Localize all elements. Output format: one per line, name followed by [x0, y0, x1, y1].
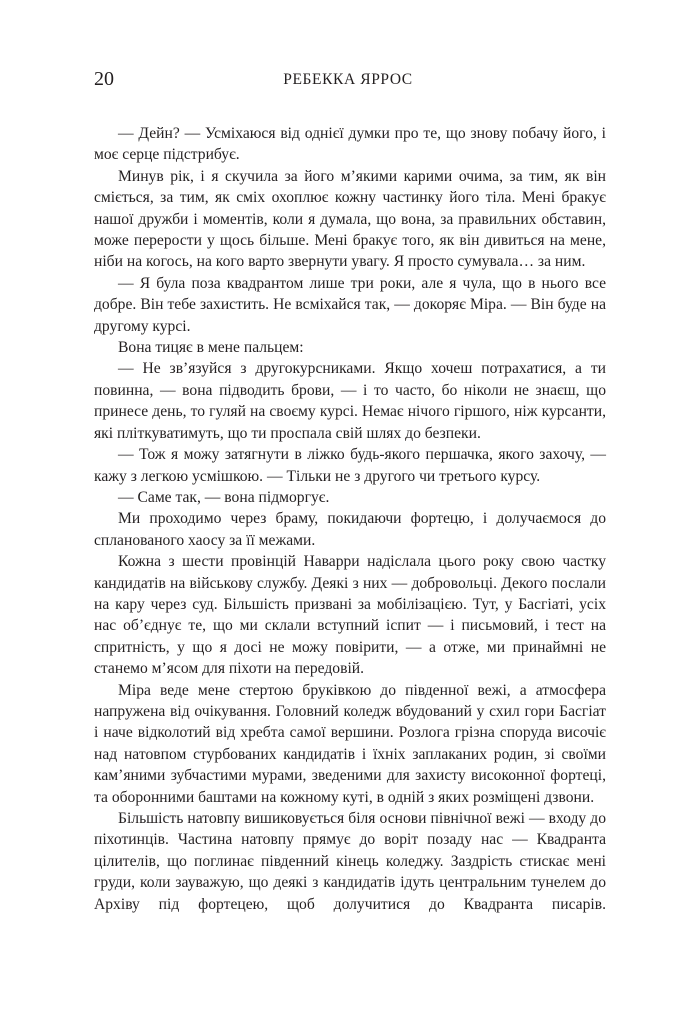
paragraph: Кожна з шести провінцій Наварри надіслала цього року свою частку кандидатів на військову службу. Деякі з них — добровольці. Декого послали на кару через суд. Більшість призвані за мобілізацією. Тут, у Басгіаті, усіх нас об’єднує те, що ми склали вступний іспит — і письмовий, і тест на спритність, у що я досі не можу повірити, — а отже, ми принаймні не станемо м’ясом для піхоти на передовій. — [94, 553, 606, 678]
body-text — [94, 123, 606, 915]
paragraph: — Тож я можу затягнути в ліжко будь-якого першачка, якого захочу, — кажу з легкою усмішкою. — Тільки не з другого чи третього курсу. — [94, 446, 606, 485]
paragraph: — Я була поза квадрантом лише три роки, але я чула, що в нього все добре. Він тебе захистить. Не всміхайся так, — докоряє Міра. — Він буде на другому курсі. — [94, 274, 606, 335]
paragraph: — Дейн? — Усміхаюся від однієї думки про те, що знову побачу його, і моє серце підстрибує. — [94, 125, 606, 164]
paragraph: Вона тицяє в мене пальцем: — [118, 339, 304, 357]
paragraph: Більшість натовпу вишиковується біля основи північної вежі — входу до піхотинців. Частина натовпу прямує до воріт позаду нас — Квадранта цілителів, що поглинає південний кінець коледжу. Заздрість стискає мені груди, коли зауважую, що деякі з кандидатів ідуть центральним тунелем до Архіву під фортецею, щоб долучитися до Квадранта писарів. — [94, 810, 606, 913]
paragraph: — Саме так, — вона підморгує. — [118, 488, 330, 506]
paragraph: — Не зв’язуйся з другокурсниками. Якщо хочеш потрахатися, а ти повинна, — вона підводить брови, — і то часто, бо ніколи не знаєш, що принесе день, то гуляй на своєму курсі. Немає нічого гіршого, ніж курсанти, які пліткуватимуть, що ти проспала свій шлях до безпеки. — [94, 360, 606, 442]
running-header: РЕБЕККА ЯРРОС — [283, 71, 413, 88]
paragraph: Минув рік, і я скучила за його м’якими карими очима, за тим, як він сміється, за тим, як сміх охоплює кожну частинку його тіла. Мені бракує нашої дружби і моментів, коли я думала, що вона, за правильних обставин, може перерости у щось більше. Мені бракує того, як він дивиться на мене, ніби на когось, на кого варто звернути увагу. Я просто сумувала… за ним. — [94, 167, 606, 271]
paragraph: Ми проходимо через браму, покидаючи фортецю, і долучаємося до спланованого хаосу за її межами. — [94, 510, 606, 549]
page-number: 20 — [94, 68, 114, 90]
paragraph: Міра веде мене стертою бруківкою до південної вежі, а атмосфера напружена від очікування. Головний коледж вбудований у схил гори Басгіат і наче відколотий від хребта самої вершини. Розлога грізна споруда височіє над натовпом стурбованих кандидатів і їхніх заплаканих родин, зі своїми кам’яними зубчастими мурами, зведеними для захисту високонної фортеці, та оборонними баштами на кожному куті, в одній з яких розміщені дзвони. — [94, 681, 606, 806]
